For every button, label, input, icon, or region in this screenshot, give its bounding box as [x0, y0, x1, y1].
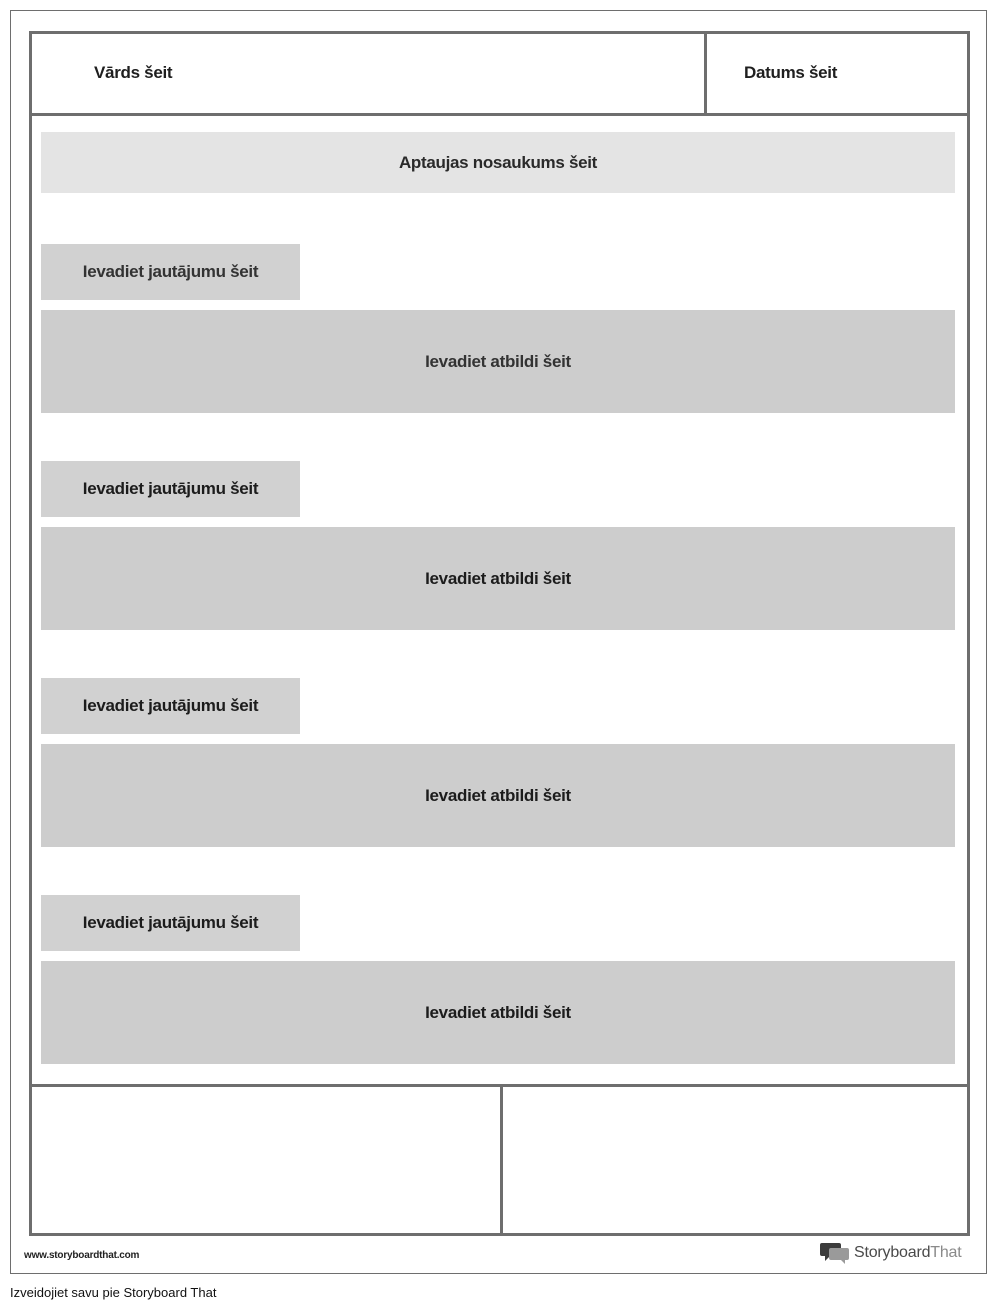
question-box[interactable]: Ievadiet jautājumu šeit [41, 895, 300, 951]
survey-title[interactable]: Aptaujas nosaukums šeit [41, 132, 955, 193]
answer-box[interactable]: Ievadiet atbildi šeit [41, 527, 955, 630]
logo-text [854, 1244, 962, 1262]
footer-column-divider [500, 1085, 503, 1235]
question-box[interactable]: Ievadiet jautājumu šeit [41, 244, 300, 300]
answer-box[interactable]: Ievadiet atbildi šeit [41, 310, 955, 413]
answer-box[interactable]: Ievadiet atbildi šeit [41, 961, 955, 1064]
answer-box[interactable]: Ievadiet atbildi šeit [41, 744, 955, 847]
speech-bubbles-icon [820, 1241, 850, 1265]
logo-text-part2: That [930, 1244, 962, 1261]
footer-url[interactable]: www.storyboardthat.com [24, 1250, 140, 1261]
name-field[interactable]: Vārds šeit [94, 63, 173, 82]
question-box[interactable]: Ievadiet jautājumu šeit [41, 461, 300, 517]
create-your-own-caption[interactable]: Izveidojiet savu pie Storyboard That [10, 1285, 217, 1300]
header-column-divider [704, 31, 707, 115]
logo-text-part1: Storyboard [854, 1244, 931, 1261]
question-box[interactable]: Ievadiet jautājumu šeit [41, 678, 300, 734]
storyboardthat-logo[interactable] [820, 1240, 962, 1266]
header-bottom-divider [29, 113, 970, 116]
date-field[interactable]: Datums šeit [744, 63, 838, 82]
